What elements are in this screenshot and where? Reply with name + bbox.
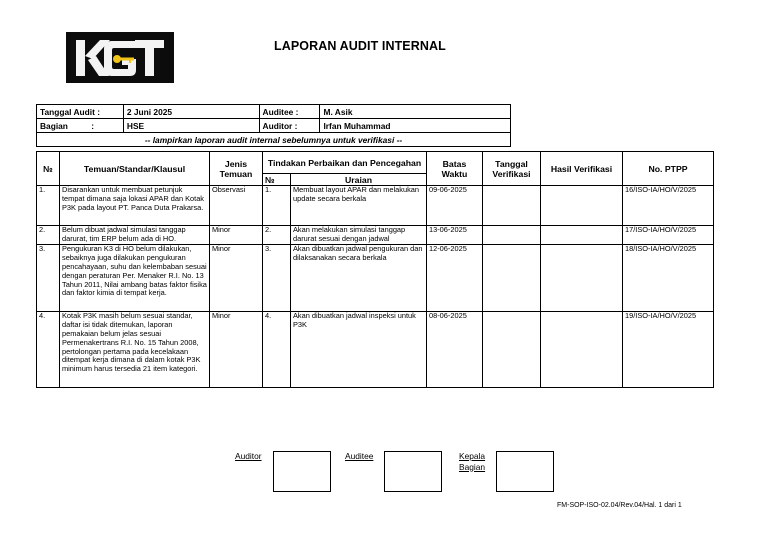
row-ptpp: 16/ISO-IA/HO/V/2025 xyxy=(623,186,714,226)
audit-info-table xyxy=(36,104,511,147)
col-header-no: № xyxy=(37,152,60,186)
auditee-label: Auditee : xyxy=(259,105,320,119)
row-action-no: 4. xyxy=(263,312,291,388)
col-header-type: Jenis Temuan xyxy=(210,152,263,186)
table-row xyxy=(37,245,714,312)
table-row xyxy=(37,226,714,245)
row-finding: Kotak P3K masih belum sesuai standar, daftar isi tidak ditemukan, laporan pemakaian belum jelas sesuai Permenakertrans R.I. No. 15 Tahun 2008, pertolongan pertama pada kecelakaan ditempat kerja dimana di dalam kotak P3K minimum harus tersedia 21 item kategori. xyxy=(60,312,210,388)
head-signature-box[interactable] xyxy=(496,451,554,492)
row-action: Akan dibuatkan jadwal pengukuran dan dilaksanakan secara berkala xyxy=(291,245,427,312)
row-ptpp: 19/ISO-IA/HO/V/2025 xyxy=(623,312,714,388)
kgt-logo-graphic xyxy=(66,32,174,83)
row-verify-date xyxy=(483,226,541,245)
row-result xyxy=(541,186,623,226)
auditor-signature-box[interactable] xyxy=(273,451,331,492)
col-header-action: Tindakan Perbaikan dan Pencegahan xyxy=(263,152,427,174)
row-type: Observasi xyxy=(210,186,263,226)
info-row-1 xyxy=(37,105,511,119)
col-header-ptpp: No. PTPP xyxy=(623,152,714,186)
row-action-no: 1. xyxy=(263,186,291,226)
row-result xyxy=(541,312,623,388)
row-type: Minor xyxy=(210,226,263,245)
row-deadline: 13-06-2025 xyxy=(427,226,483,245)
company-logo xyxy=(66,32,174,83)
row-no: 1. xyxy=(37,186,60,226)
row-no: 4. xyxy=(37,312,60,388)
row-result xyxy=(541,226,623,245)
col-header-result: Hasil Verifikasi xyxy=(541,152,623,186)
row-action: Membuat layout APAR dan melakukan update secara berkala xyxy=(291,186,427,226)
col-header-deadline: Batas Waktu xyxy=(427,152,483,186)
row-verify-date xyxy=(483,245,541,312)
row-no: 3. xyxy=(37,245,60,312)
row-deadline: 08-06-2025 xyxy=(427,312,483,388)
row-type: Minor xyxy=(210,312,263,388)
row-deadline: 09-06-2025 xyxy=(427,186,483,226)
page-title: LAPORAN AUDIT INTERNAL xyxy=(274,39,446,53)
row-finding: Pengukuran K3 di HO belum dilakukan, sebaiknya juga dilakukan pengukuran pencahayaan, suhu dan kelembaban sesuai dengan peraturan Per. Menaker R.I. No. 13 Tahun 2011, Nilai ambang batas faktor fisika dan faktor kimia di tempat kerja. xyxy=(60,245,210,312)
row-action-no: 2. xyxy=(263,226,291,245)
table-row xyxy=(37,186,714,226)
info-row-3 xyxy=(37,133,511,147)
head-label-line2: Bagian xyxy=(459,461,486,472)
row-action: Akan melakukan simulasi tanggap darurat sesuai dengan jadwal xyxy=(291,226,427,245)
head-label-line1: Kepala xyxy=(459,451,486,461)
form-code: FM-SOP-ISO-02.04/Rev.04/Hal. 1 dari 1 xyxy=(557,502,682,509)
header-row-1 xyxy=(37,152,714,174)
col-header-action-desc: Uraian xyxy=(291,174,427,186)
table-row xyxy=(37,312,714,388)
row-finding: Disarankan untuk membuat petunjuk tempat dimana saja lokasi APAR dan Kotak P3K pada layout PT. Panca Duta Prakarsa. xyxy=(60,186,210,226)
row-deadline: 12-06-2025 xyxy=(427,245,483,312)
section-value: HSE xyxy=(123,119,259,133)
auditor-value: Irfan Muhammad xyxy=(320,119,511,133)
audit-date-value: 2 Juni 2025 xyxy=(123,105,259,119)
auditee-signature-box[interactable] xyxy=(384,451,442,492)
row-type: Minor xyxy=(210,245,263,312)
head-signature-label xyxy=(459,451,485,472)
auditee-value: M. Asik xyxy=(320,105,511,119)
col-header-action-no: № xyxy=(263,174,291,186)
audit-date-label: Tanggal Audit : xyxy=(37,105,124,119)
auditee-signature-label: Auditee xyxy=(345,451,374,461)
auditor-signature-label: Auditor xyxy=(235,451,262,461)
row-no: 2. xyxy=(37,226,60,245)
attachment-note: -- lampirkan laporan audit internal sebelumnya untuk verifikasi -- xyxy=(37,133,511,147)
row-verify-date xyxy=(483,186,541,226)
logo-text: KGT xyxy=(66,32,69,33)
row-verify-date xyxy=(483,312,541,388)
info-row-2 xyxy=(37,119,511,133)
auditor-label: Auditor : xyxy=(259,119,320,133)
findings-table xyxy=(36,151,714,388)
col-header-verify-date: Tanggal Verifikasi xyxy=(483,152,541,186)
row-action-no: 3. xyxy=(263,245,291,312)
row-result xyxy=(541,245,623,312)
col-header-finding: Temuan/Standar/Klausul xyxy=(60,152,210,186)
row-finding: Belum dibuat jadwal simulasi tanggap darurat, tim ERP belum ada di HO. xyxy=(60,226,210,245)
section-label: Bagian : xyxy=(37,119,124,133)
row-ptpp: 18/ISO-IA/HO/V/2025 xyxy=(623,245,714,312)
row-ptpp: 17/ISO-IA/HO/V/2025 xyxy=(623,226,714,245)
row-action: Akan dibuatkan jadwal inspeksi untuk P3K xyxy=(291,312,427,388)
